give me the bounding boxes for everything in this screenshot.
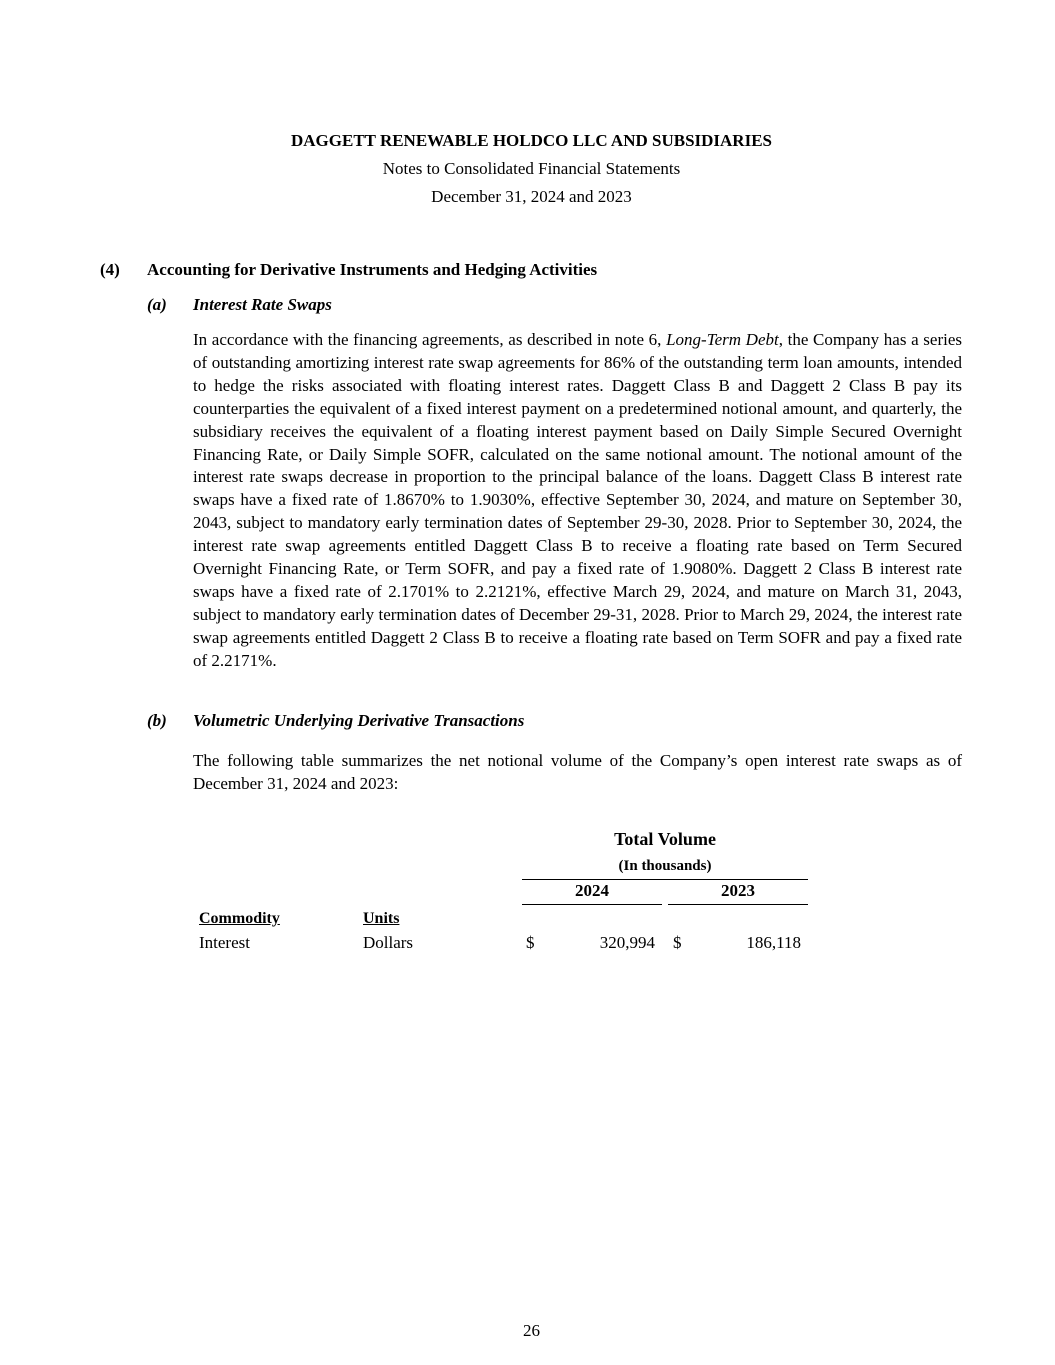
commodity-cell: Interest: [199, 933, 250, 952]
year-2024-rule: [522, 904, 662, 905]
table-units-note: (In thousands): [618, 858, 712, 874]
note-reference: Long-Term Debt: [666, 330, 779, 349]
value-2023: 186,118: [746, 933, 801, 952]
value-2024: 320,994: [599, 933, 655, 952]
year-2023-rule: [668, 904, 808, 905]
year-2024-header: 2024: [575, 881, 609, 900]
currency-2023: $: [673, 933, 682, 952]
header-rule: [522, 879, 808, 880]
statement-date: December 31, 2024 and 2023: [431, 187, 632, 206]
statement-subtitle: Notes to Consolidated Financial Statements: [382, 159, 681, 178]
commodity-column-header: Commodity: [199, 910, 280, 927]
paragraph-text: In accordance with the financing agreements, as described in note 6,: [193, 330, 667, 349]
units-column-header: Units: [363, 910, 400, 927]
subsection-a-letter: (a): [147, 295, 167, 314]
section-title: Accounting for Derivative Instruments and Hedging Activities: [147, 260, 598, 279]
currency-2024: $: [526, 933, 535, 952]
paragraph-text: , the Company has a series of outstanding amortizing interest rate swap agreements for 86% of the outstanding term loan amounts, intended to hedge the risks associated with floating interest rates. Daggett Class B and Daggett 2 Class B pay its counterparties the equivalent of a fixed interest payment on a predetermined notional amount, and quarterly, the subsidiary receives the equivalent of a floating interest payment based on Daily Simple Secured Overnight Financing Rate, or Daily Simple SOFR, calculated on the same notional amount. The notional amount of the interest rate swaps decrease in proportion to the principal balance of the loans. Daggett Class B interest rate swaps have a fixed rate of 1.8670% to 1.9030%, effective September 30, 2024, and mature on September 30, 2043, subject to mandatory early termination dates of September 29-30, 2028. Prior to September 30, 2024, the interest rate swap agreements entitled Daggett Class B to receive a floating rate based on Term Secured Overnight Financing Rate, or Term SOFR, and pay a fixed rate of 1.9080%. Daggett 2 Class B interest rate swaps have a fixed rate of 2.1701% to 2.2121%, effective March 29, 2024, and mature on March 31, 2043, subject to mandatory early termination dates of December 29-31, 2028. Prior to March 29, 2024, the interest rate swap agreements entitled Daggett 2 Class B to receive a floating rate based on Term SOFR and pay a fixed rate of 2.2171%.: [193, 330, 962, 670]
table-group-header: Total Volume: [614, 829, 716, 849]
section-number: (4): [100, 260, 120, 279]
subsection-a-paragraph: [193, 329, 962, 673]
subsection-b-letter: (b): [147, 711, 167, 730]
subsection-b-title: Volumetric Underlying Derivative Transactions: [193, 711, 525, 730]
subsection-a-title: Interest Rate Swaps: [193, 295, 332, 314]
page-number: 26: [523, 1321, 540, 1340]
year-2023-header: 2023: [721, 881, 755, 900]
units-cell: Dollars: [363, 933, 414, 952]
company-name: DAGGETT RENEWABLE HOLDCO LLC AND SUBSIDIARIES: [290, 131, 772, 150]
subsection-b-paragraph: The following table summarizes the net notional volume of the Company’s open interest rate swaps as of December 31, 2024 and 2023:: [193, 751, 962, 793]
